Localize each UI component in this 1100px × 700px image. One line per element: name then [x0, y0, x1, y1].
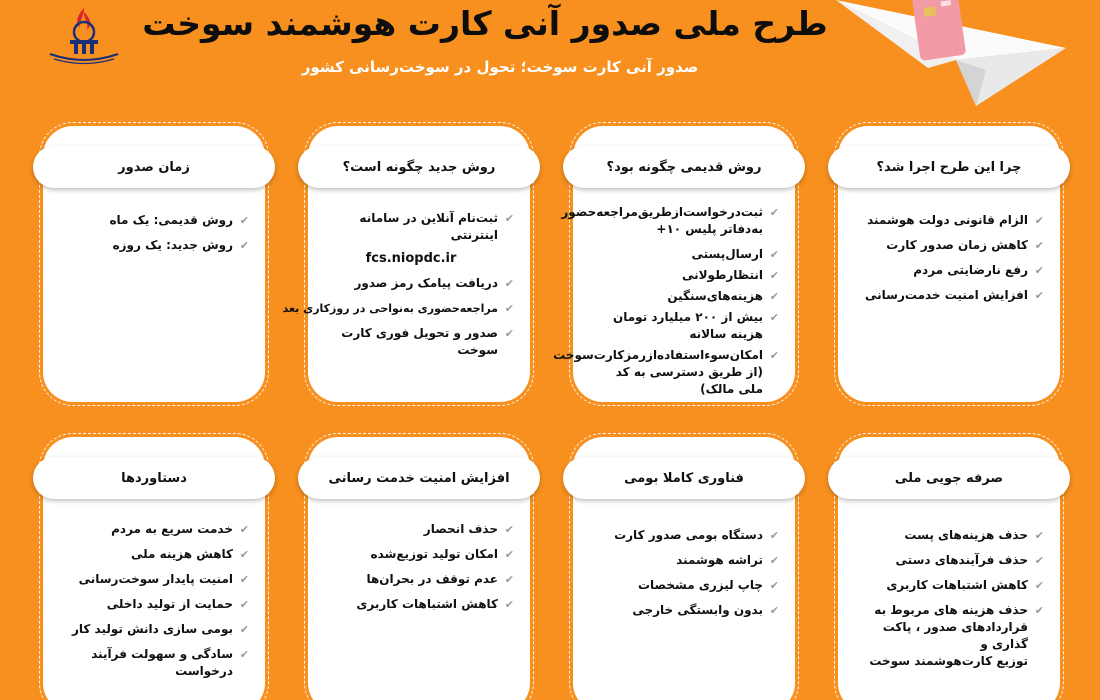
card-title: دستاوردها: [33, 457, 275, 499]
check-icon: ✔: [769, 529, 779, 542]
check-icon: ✔: [1034, 579, 1044, 592]
list-item: ✔ بیش از ۲۰۰ میلیارد تومان هزینه سالانه: [613, 310, 779, 341]
check-icon: ✔: [504, 302, 514, 315]
list-item: ✔ ارسال‌پستی: [691, 247, 779, 261]
card-list: [854, 212, 1044, 312]
list-item: ✔ ثبت‌نام آنلاین در سامانه اینترنتی fcs.niopdc.ir: [324, 210, 514, 267]
card-list: [59, 212, 249, 262]
page-title: طرح ملی صدور آنی کارت هوشمند سوخت: [142, 4, 828, 43]
card-old-method: [553, 126, 795, 402]
list-item: ✔ رفع نارضایتی مردم: [913, 263, 1044, 277]
list-item: ✔ مراجعه‌حضوری به‌نواحی در روزکاری بعد: [282, 302, 514, 315]
card-list: [553, 204, 779, 406]
check-icon: ✔: [504, 277, 514, 290]
list-item: ✔ حذف انحصار: [423, 522, 514, 536]
card-new-method: [282, 126, 530, 402]
list-item: ✔ عدم توقف در بحران‌ها: [366, 572, 514, 586]
website-url: fcs.niopdc.ir: [365, 251, 457, 266]
list-item: ✔ امکان‌سوءاستفاده‌ازرمزکارت‌سوخت (از طریق دسترسی به کد ملی مالک): [553, 348, 779, 396]
card-title: چرا این طرح اجرا شد؟: [828, 146, 1070, 188]
check-icon: ✔: [239, 214, 249, 227]
list-item: ✔ بدون وابستگی خارجی: [632, 603, 779, 617]
card-title: افزایش امنیت خدمت رسانی: [298, 457, 540, 499]
list-item: ✔ کاهش زمان صدور کارت: [886, 238, 1044, 252]
list-item: ✔ ثبت‌درخواست‌ازطریق‌مراجعه‌حضور به‌دفاتر پلیس ۱۰+: [561, 205, 779, 236]
check-icon: ✔: [504, 573, 514, 586]
card-list: [59, 521, 249, 688]
niopdc-logo-icon: [44, 4, 124, 66]
check-icon: ✔: [239, 623, 249, 636]
list-item: ✔ امنیت پایدار سوخت‌رسانی: [78, 572, 249, 586]
list-item: ✔ امکان تولید توزیع‌شده: [370, 547, 514, 561]
list-item: ✔ تراشه هوشمند: [676, 553, 779, 567]
list-item: ✔ هزینه‌های‌سنگین: [667, 289, 779, 303]
card-title: روش قدیمی چگونه بود؟: [563, 146, 805, 188]
check-icon: ✔: [239, 548, 249, 561]
check-icon: ✔: [239, 239, 249, 252]
check-icon: ✔: [504, 598, 514, 611]
card-title: روش جدید چگونه است؟: [298, 146, 540, 188]
card-list: [854, 527, 1044, 678]
list-item: ✔ دریافت پیامک رمز صدور: [354, 276, 514, 290]
check-icon: ✔: [769, 311, 779, 324]
list-item: ✔ کاهش اشتباهات کاربری: [356, 597, 514, 611]
list-item: ✔ کاهش اشتباهات کاربری: [886, 578, 1044, 592]
card-title: زمان صدور: [33, 146, 275, 188]
check-icon: ✔: [1034, 289, 1044, 302]
list-item: ✔ کاهش هزینه ملی: [130, 547, 249, 561]
check-icon: ✔: [769, 604, 779, 617]
check-icon: ✔: [769, 248, 779, 261]
check-icon: ✔: [239, 523, 249, 536]
check-icon: ✔: [769, 269, 779, 282]
card-list: [324, 521, 514, 621]
card-why-implemented: [838, 126, 1060, 402]
check-icon: ✔: [1034, 529, 1044, 542]
card-title: صرفه جویی ملی: [828, 457, 1070, 499]
check-icon: ✔: [239, 573, 249, 586]
list-item: ✔ حذف هزینه‌های پست: [904, 528, 1044, 542]
card-achievements: [43, 437, 265, 700]
list-item: ✔ انتظارطولانی: [681, 268, 779, 282]
check-icon: ✔: [769, 349, 779, 362]
card-list: [589, 527, 779, 627]
check-icon: ✔: [769, 290, 779, 303]
card-issue-time: [43, 126, 265, 402]
card-national-savings: [838, 437, 1060, 700]
check-icon: ✔: [1034, 604, 1044, 617]
list-item: ✔ حذف فرآیندهای دستی: [895, 553, 1044, 567]
list-item: ✔ روش جدید: یک روزه: [112, 238, 249, 252]
fuel-card-icon: [912, 0, 966, 61]
list-item: ✔ افزایش امنیت خدمت‌رسانی: [865, 288, 1044, 302]
card-service-security: [308, 437, 530, 700]
check-icon: ✔: [769, 579, 779, 592]
list-item: ✔ حمایت از تولید داخلی: [106, 597, 249, 611]
list-item: ✔ حذف هزینه های مربوط به قراردادهای صدور ، پاکت گذاری و توزیع کارت‌هوشمند سوخت: [869, 603, 1044, 668]
check-icon: ✔: [1034, 264, 1044, 277]
list-item: ✔ روش قدیمی: یک ماه: [109, 213, 249, 227]
list-item: ✔ الزام قانونی دولت هوشمند: [867, 213, 1044, 227]
list-item: ✔ سادگی و سهولت فرآیند درخواست: [91, 647, 249, 678]
card-native-technology: [573, 437, 795, 700]
check-icon: ✔: [504, 212, 514, 225]
page-subtitle: صدور آنی کارت سوخت؛ تحول در سوخت‌رسانی کشور: [301, 58, 699, 76]
list-item: ✔ دستگاه بومی صدور کارت: [614, 528, 779, 542]
check-icon: ✔: [1034, 239, 1044, 252]
check-icon: ✔: [769, 554, 779, 567]
paper-plane-icon: [836, 0, 1066, 108]
list-item: ✔ چاپ لیزری مشخصات: [637, 578, 779, 592]
check-icon: ✔: [239, 598, 249, 611]
check-icon: ✔: [769, 206, 779, 219]
check-icon: ✔: [504, 523, 514, 536]
check-icon: ✔: [1034, 214, 1044, 227]
check-icon: ✔: [504, 327, 514, 340]
list-item: ✔ خدمت سریع به مردم: [111, 522, 249, 536]
check-icon: ✔: [1034, 554, 1044, 567]
list-item: ✔ بومی سازی دانش تولید کار: [71, 622, 249, 636]
card-title: فناوری کاملا بومی: [563, 457, 805, 499]
list-item: ✔ صدور و تحویل فوری کارت سوخت: [341, 326, 514, 357]
check-icon: ✔: [239, 648, 249, 661]
card-list: [282, 210, 514, 367]
check-icon: ✔: [504, 548, 514, 561]
